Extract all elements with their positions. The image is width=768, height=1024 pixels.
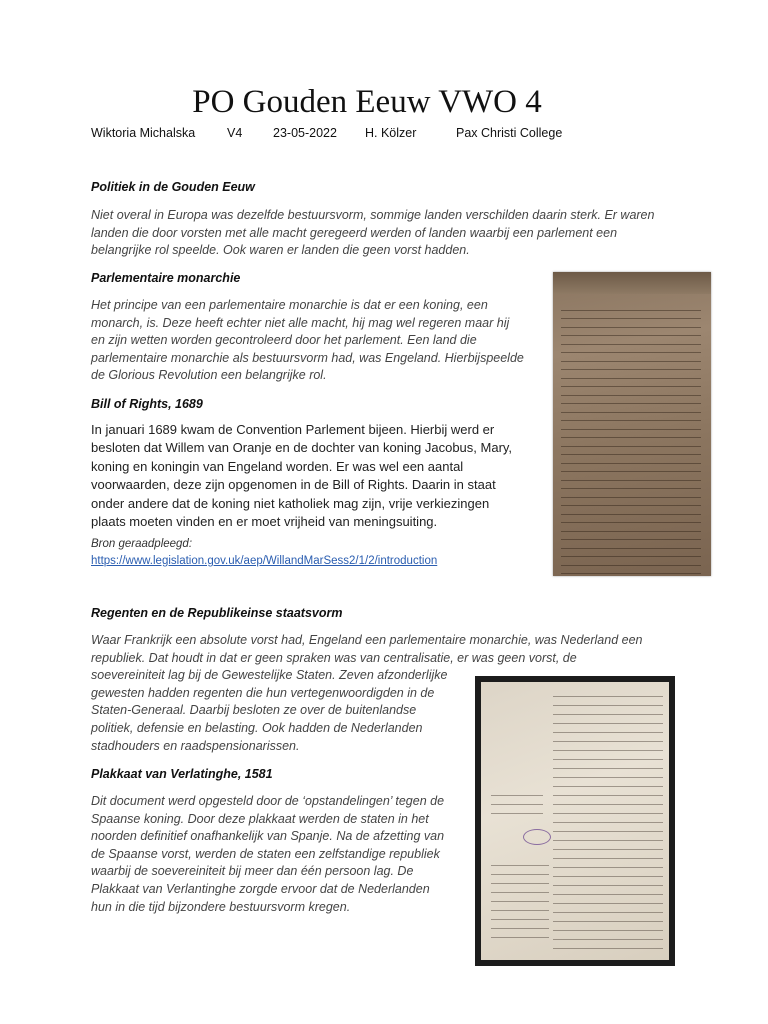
text-line: onder andere dat de koning niet katholiek mag zijn, vrije verkiezingen bbox=[91, 495, 490, 511]
text-line: Dit document werd opgesteld door de ‘opstandelingen’ tegen de bbox=[91, 794, 445, 808]
text-line: politiek, defensie en belasting. Ook hadden de Nederlanden bbox=[91, 720, 423, 735]
plakkaat-document-image bbox=[475, 676, 675, 966]
meta-date: 23-05-2022 bbox=[273, 126, 337, 140]
text-line: en zijn wetten worden gecontroleerd door het parlement. Een land die bbox=[91, 333, 477, 348]
text-line: landen die door vorsten met alle macht geregeerd werden of landen waarbij een parlement een bbox=[91, 225, 618, 240]
text-line: waarbij de soevereiniteit bij meer dan één persoon lag. De bbox=[91, 864, 414, 879]
text-line: gewesten hadden regenten die hun vertegenwoordigden in de bbox=[91, 685, 435, 700]
handwriting-lines bbox=[561, 302, 701, 576]
text-line: plaats moeten vinden en er moet vrijheid van meningsuiting. bbox=[91, 514, 438, 530]
text-line: parlementaire monarchie als bestuursvorm had, was Engeland. Hierbijspeelde bbox=[91, 350, 524, 365]
bill-of-rights-document-image bbox=[553, 272, 711, 576]
meta-school: Pax Christi College bbox=[456, 126, 563, 140]
handwriting-left-notes bbox=[491, 787, 543, 822]
text-line: voorwaarden, deze zijn opgenomen in de Bill of Rights. Daarin in staat bbox=[91, 477, 496, 493]
text-line: de Spaanse vorst, werden de staten een zelfstandige republiek bbox=[91, 846, 440, 861]
text-line: koning en koningin van Engeland worden. Er was wel een aantal bbox=[91, 458, 464, 474]
parchment-sheet bbox=[481, 682, 669, 960]
document-meta bbox=[91, 126, 562, 140]
paragraph-plakkaat bbox=[91, 793, 444, 916]
meta-class: V4 bbox=[227, 126, 243, 140]
text-line: besloten dat Willem van Oranje en de dochter van koning Jacobus, Mary, bbox=[91, 440, 513, 456]
source-label: Bron geraadpleegd: bbox=[91, 538, 193, 550]
text-line: republiek. Dat houdt in dat er geen spraken was van centralisatie, er was geen vorst, de bbox=[91, 650, 577, 665]
text-line: Spaanse koning. Door deze plakkaat werden de staten in het bbox=[91, 811, 429, 826]
text-line: de Glorious Revolution een belangrijke rol. bbox=[91, 368, 327, 383]
text-line: Staten-Generaal. Daarbij besloten ze over de buitenlandse bbox=[91, 703, 417, 718]
text-line: stadhouders en raadspensionarissen. bbox=[91, 738, 300, 753]
heading-politiek: Politiek in de Gouden Eeuw bbox=[91, 180, 255, 194]
paragraph-politiek bbox=[91, 207, 654, 260]
handwriting-left-notes-lower bbox=[491, 857, 549, 946]
text-line: noorden definitief onafhankelijk van Spanje. Na de afzetting van bbox=[91, 829, 445, 844]
text-line: hun in die tijd bijzondere bestuursvorm kregen. bbox=[91, 899, 351, 914]
source-link[interactable]: https://www.legislation.gov.uk/aep/WillandMarSess2/1/2/introduction bbox=[91, 555, 438, 567]
meta-author: Wiktoria Michalska bbox=[91, 126, 196, 140]
document-title: PO Gouden Eeuw VWO 4 bbox=[192, 84, 542, 120]
paragraph-bill-of-rights bbox=[91, 421, 512, 531]
heading-regenten: Regenten en de Republikeinse staatsvorm bbox=[91, 606, 343, 620]
heading-bill-of-rights: Bill of Rights, 1689 bbox=[91, 397, 203, 411]
text-line: belangrijke rol speelde. Ook waren er landen die geen vorst hadden. bbox=[91, 243, 470, 258]
meta-teacher: H. Kölzer bbox=[365, 126, 417, 140]
text-line: Waar Frankrijk een absolute vorst had, Engeland een parlementaire monarchie, was Nederland een bbox=[91, 633, 643, 647]
text-line: monarch, is. Deze heeft echter niet alle macht, hij mag wel regeren maar hij bbox=[91, 315, 510, 330]
text-line: In januari 1689 kwam de Convention Parlement bijeen. Hierbij werd er bbox=[91, 422, 495, 437]
text-line: Het principe van een parlementaire monarchie is dat er een koning, een bbox=[91, 298, 488, 312]
handwriting-right-column bbox=[553, 688, 663, 957]
heading-plakkaat: Plakkaat van Verlatinghe, 1581 bbox=[91, 767, 273, 781]
seal-stamp bbox=[523, 829, 551, 845]
scroll-fold bbox=[553, 272, 711, 294]
text-line: soevereiniteit lag bij de Gewestelijke Staten. Zeven afzonderlijke bbox=[91, 668, 448, 683]
text-line: Plakkaat van Verlantinghe zorgde ervoor dat de Nederlanden bbox=[91, 881, 430, 896]
paragraph-parlementaire-monarchie bbox=[91, 297, 524, 385]
heading-parlementaire-monarchie: Parlementaire monarchie bbox=[91, 271, 241, 285]
text-line: Niet overal in Europa was dezelfde bestuursvorm, sommige landen verschilden daarin sterk. Er waren bbox=[91, 208, 655, 222]
